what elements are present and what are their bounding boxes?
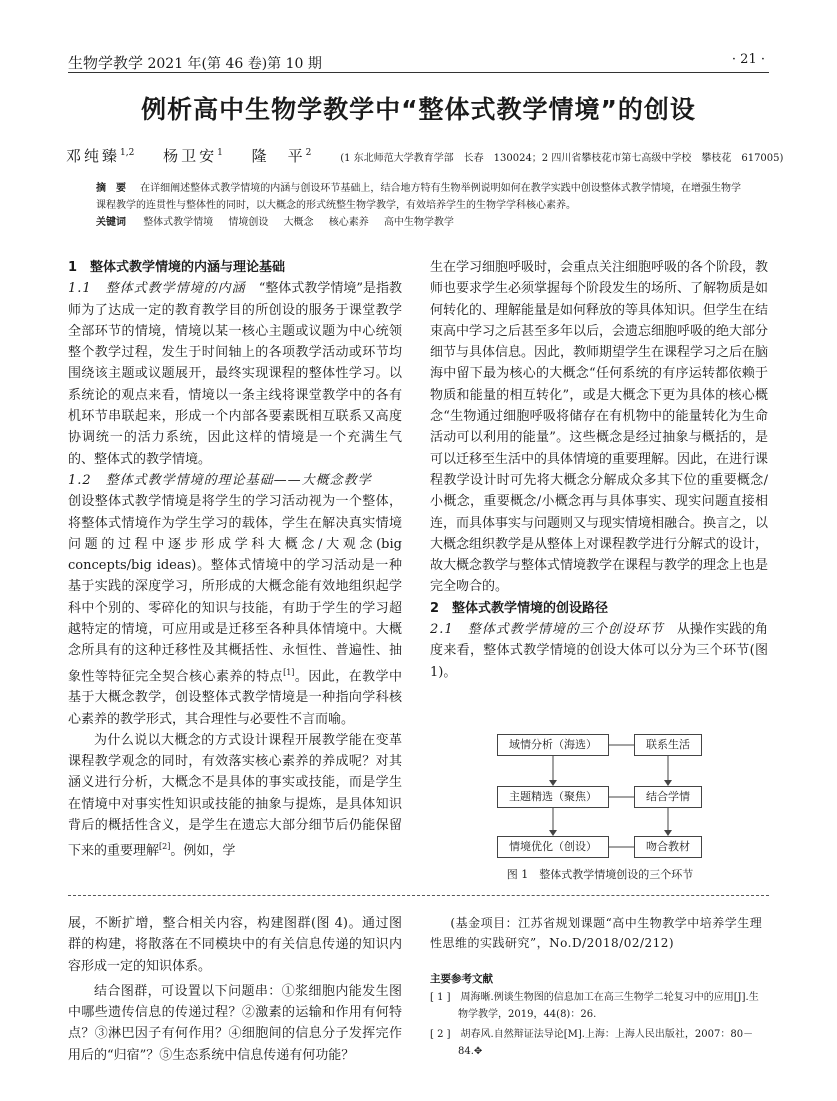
diagram-box: 主题精选（聚焦） <box>497 786 609 808</box>
paragraph: 1.1 整体式教学情境的内涵 “整体式教学情境”是指教师为了达成一定的教育教学目的所创设的服务于课堂教学全部环节的情境，情境以某一核心主题或议题为中心统领整个教学过程，发生于时间轴上的各项教学活动或环节均围绕该主题或议题展开，最终实现课程的整体性学习。以系统论的观点来看，情境以一条主线将课堂教学中的各有机环节串联起来，形成一个内部各要素既相互联系又高度协调统一的活力系统，因此这样的情境是一个充满生气的、整体式的教学情境。 <box>68 281 402 467</box>
article-title: 例析高中生物学教学中“整体式教学情境”的创设 <box>141 95 696 124</box>
references-heading: 主要参考文献 <box>430 973 493 985</box>
author-line <box>66 145 784 166</box>
bottom-left-column <box>68 913 402 1066</box>
citation: [1] <box>283 667 295 677</box>
figure-1-diagram <box>497 734 702 860</box>
paragraph: 2.1 整体式教学情境的三个创设环节 从操作实践的角度来看，整体式教学情境的创设大体可以分为三个环节(图 1)。 <box>430 622 768 680</box>
paragraph: 创设整体式教学情境是将学生的学习活动视为一个整体，将整体式情境作为学生学习的载体，学生在解决真实情境问题的过程中逐步形成学科大概念/大观念(big concepts/big ideas)。整体式情境中的学习活动是一种基于实践的深度学习，所形成的大概念能有效地组织起学科中个别的、零碎化的知识与技能，有助于学生的学习超越特定的情境，可应用或是迁移至各种具体情境中。大概念所具有的这种迁移性及其概括性、永恒性、普遍性、抽象性等特征完全契合核心素养的特点[1]。因此，在教学中基于大概念教学，创设整体式教学情境是一种指向学科核心素养的教学形式，其合理性与必要性不言而喻。 <box>68 494 402 727</box>
keywords <box>96 214 741 231</box>
reference-item: [ 1 ] 周海晰.例谈生物图的信息加工在高三生物学二轮复习中的应用[J].生物学教学，2019，44(8)：26. <box>430 992 759 1020</box>
author: 杨卫安$^1$ <box>163 147 223 165</box>
running-header <box>68 52 322 73</box>
paragraph: 结合图群，可设置以下问题串：①浆细胞内能发生图中哪些遗传信息的传递过程？②激素的运输和作用有何特点？③淋巴因子有何作用？④细胞间的信息分子发挥完作用后的“归宿”？⑤生态系统中信息传递有何功能？ <box>68 983 402 1063</box>
keyword: 大概念 <box>283 217 314 228</box>
author: 隆 平$^2$ <box>251 147 312 165</box>
fund-note: (基金项目：江苏省规划课题“高中生物教学中培养学生理性思维的实践研究”，No.D/2018/02/212) <box>430 916 763 950</box>
abstract-text: 在详细阐述整体式教学情境的内涵与创设环节基础上，结合地方特有生物举例说明如何在教学实践中创设整体式教学情境，在增强生物学课程教学的连贯性与整体性的同时，以大概念的形式统整生物学教学，有效培养学生的生物学学科核心素养。 <box>96 183 742 211</box>
diagram-box: 联系生活 <box>634 734 702 756</box>
keyword: 高中生物学教学 <box>383 217 454 228</box>
right-column <box>430 257 768 683</box>
diagram-box: 结合学情 <box>634 786 702 808</box>
left-column <box>68 257 402 862</box>
journal-issue: 2021 年(第 46 卷)第 10 期 <box>147 56 322 72</box>
page-number: · 21 · <box>731 52 765 67</box>
diagram-box: 情境优化（创设） <box>497 836 609 858</box>
author: 邓纯臻$^{1,2}$ <box>66 147 135 165</box>
abstract-block <box>96 180 741 231</box>
keyword: 核心素养 <box>328 217 369 228</box>
paragraph: 为什么说以大概念的方式设计课程开展教学能在变革课程教学观念的同时，有效落实核心素养的养成呢？对其涵义进行分析，大概念不是具体的事实或技能，而是学生在情境中对事实性知识或技能的抽象与提炼，是具体知识背后的概括性含义，是学生在遗忘大部分细节后仍能保留下来的重要理解[2]。例如，学 <box>68 732 402 859</box>
journal-name: 生物学教学 <box>68 54 144 72</box>
diagram-box: 吻合教材 <box>634 836 702 858</box>
reference-item: [ 2 ] 胡春风.自然辩证法导论[M].上海：上海人民出版社，2007：80－84.✥ <box>430 1029 754 1057</box>
paragraph: 展，不断扩增，整合相关内容，构建图群(图 4)。通过图群的构建，将散落在不同模块中的有关信息传递的知识内容形成一定的知识体系。 <box>68 916 402 974</box>
keyword: 整体式教学情境 <box>143 217 214 228</box>
diagram-box: 域情分析（海选） <box>497 734 609 756</box>
article-divider <box>68 895 769 896</box>
subsection-heading: 2.1 整体式教学情境的三个创设环节 <box>430 622 664 638</box>
subsection-heading: 1.1 整体式教学情境的内涵 <box>68 281 246 297</box>
section-heading: 2 整体式教学情境的创设路径 <box>430 600 609 616</box>
header-rule <box>68 72 769 73</box>
affiliation: (1 东北师范大学教育学部 长春 130024；2 四川省攀枝花市第七高级中学校 攀枝花 617005) <box>340 153 784 164</box>
citation: [2] <box>159 842 171 852</box>
paragraph: 生在学习细胞呼吸时，会重点关注细胞呼吸的各个阶段，教师也要求学生必须掌握每个阶段发生的场所、了解物质是如何转化的、理解能量是如何释放的等具体知识。但学生在结束高中学习之后甚至多年以后，会遗忘细胞呼吸的绝大部分细节与具体信息。因此，教师期望学生在课程学习之后在脑海中留下最为核心的大概念“任何系统的有序运转都依赖于物质和能量的相互转化”，或是大概念下更为具体的核心概念“生物通过细胞呼吸将储存在有机物中的能量转化为生命活动可以利用的能量”。这些概念是经过抽象与概括的，是可以迁移至生活中的具体情境的重要理解。因此，在进行课程教学设计时可先将大概念分解成众多其下位的重要概念/小概念，重要概念/小概念再与具体事实、现实问题直接相连，而具体事实与问题则又与现实情境相融合。换言之，以大概念组织教学是从整体上对课程教学进行分解式的设计，故大概念教学与整体式情境教学在课程与教学的理念上也是完全吻合的。 <box>430 260 769 595</box>
figure-caption: 图 1 整体式教学情境创设的三个环节 <box>506 868 694 881</box>
section-heading: 1 整体式教学情境的内涵与理论基础 <box>68 260 286 275</box>
keyword: 情境创设 <box>228 217 269 228</box>
subsection-heading: 1.2 整体式教学情境的理论基础——大概念教学 <box>68 472 372 488</box>
keywords-label: 关键词 <box>96 217 126 228</box>
abstract-label: 摘 要 <box>96 183 127 194</box>
bottom-right-column <box>430 913 768 1060</box>
